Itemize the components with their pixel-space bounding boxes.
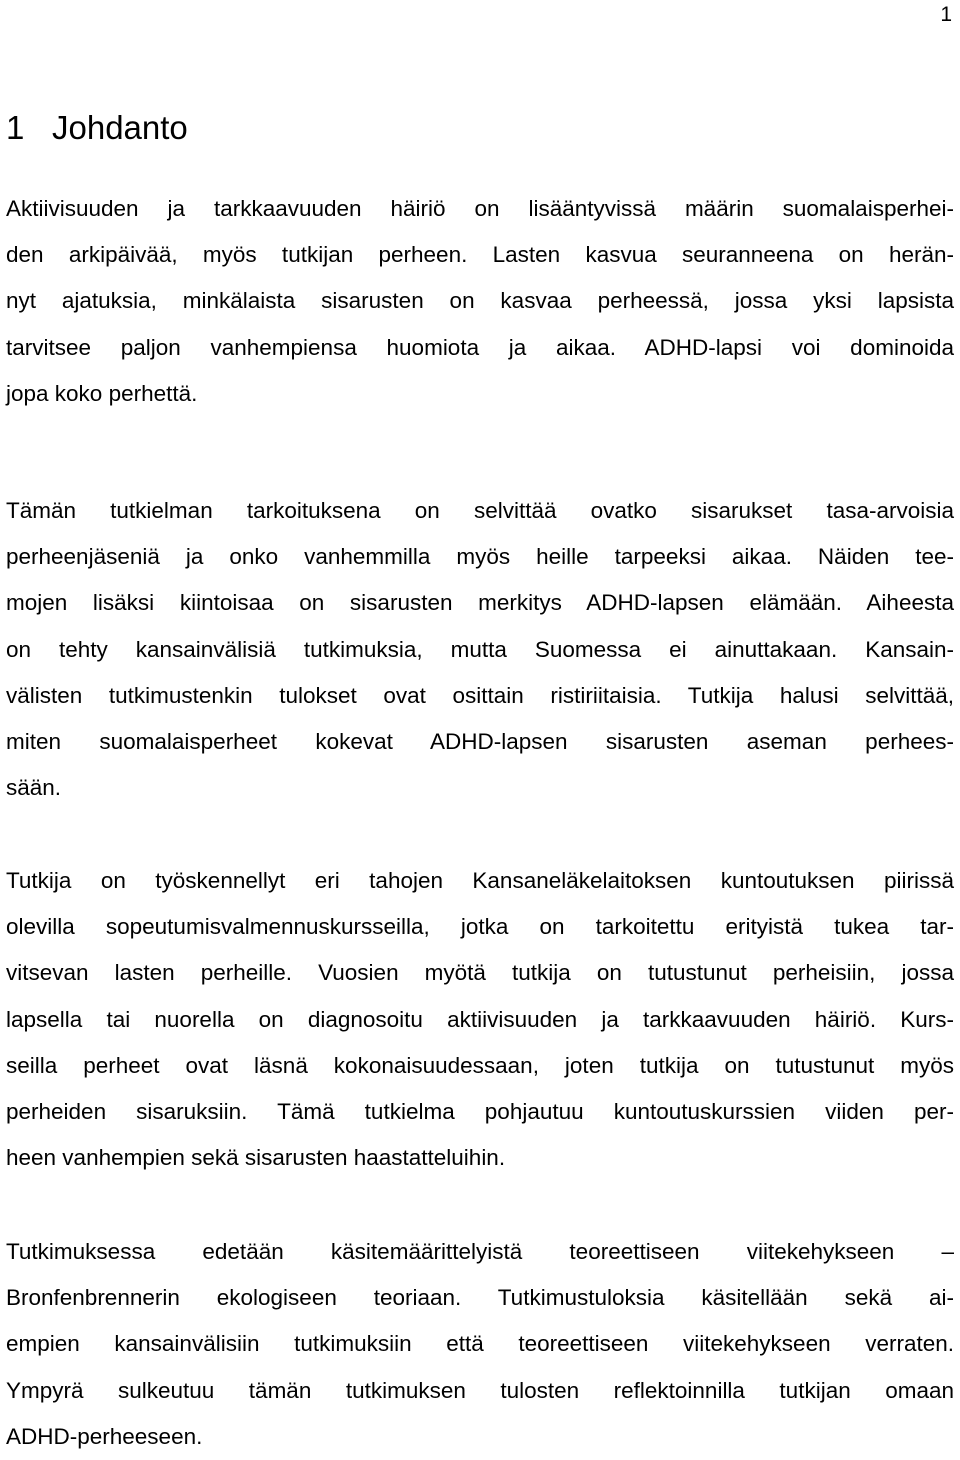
text-line: välisten tutkimustenkin tulokset ovat osittain ristiriitaisia. Tutkija halusi selvittää, — [6, 682, 954, 708]
text-line: Tämän tutkielman tarkoituksena on selvittää ovatko sisarukset tasa-arvoisia — [6, 498, 954, 523]
text-line: vitsevan lasten perheille. Vuosien myötä tutkija on tutustunut perheisiin, jossa — [6, 960, 954, 986]
text-line: perheenjäseniä ja onko vanhemmilla myös heille tarpeeksi aikaa. Näiden tee- — [6, 544, 954, 570]
text-line: seilla perheet ovat läsnä kokonaisuudessaan, joten tutkija on tutustunut myös — [6, 1052, 954, 1078]
chapter-title: Johdanto — [52, 109, 188, 146]
text-line: olevilla sopeutumisvalmennuskursseilla, jotka on tarkoitettu erityistä tukea tar- — [6, 914, 954, 940]
text-line: sään. — [6, 775, 62, 801]
text-line: lapsella tai nuorella on diagnosoitu aktiivisuuden ja tarkkaavuuden häiriö. Kurs- — [6, 1006, 954, 1032]
text-line: miten suomalaisperheet kokevat ADHD-lapsen sisarusten aseman perhees- — [6, 728, 954, 754]
text-line: on tehty kansainvälisiä tutkimuksia, mutta Suomessa ei ainuttakaan. Kansain- — [6, 636, 954, 662]
paragraph-3 — [6, 858, 954, 1181]
text-line: Bronfenbrennerin ekologiseen teoriaan. Tutkimustuloksia käsitellään sekä ai- — [6, 1285, 954, 1311]
text-line: Aktiivisuuden ja tarkkaavuuden häiriö on lisääntyvissä määrin suomalaisperhei- — [6, 196, 954, 221]
text-line: Ympyrä sulkeutuu tämän tutkimuksen tulosten reflektoinnilla tutkijan omaan — [6, 1377, 954, 1403]
text-line: Tutkimuksessa edetään käsitemäärittelyistä teoreettiseen viitekehykseen – — [6, 1239, 954, 1264]
chapter-number: 1 — [6, 109, 25, 146]
text-line: tarvitsee paljon vanhempiensa huomiota ja aikaa. ADHD-lapsi voi dominoida — [6, 334, 954, 360]
text-line: jopa koko perhettä. — [6, 380, 198, 406]
text-line: heen vanhempien sekä sisarusten haastatteluihin. — [6, 1145, 506, 1171]
text-line: nyt ajatuksia, minkälaista sisarusten on kasvaa perheessä, jossa yksi lapsista — [6, 288, 954, 314]
page-number: 1 — [940, 3, 952, 26]
chapter-heading — [6, 104, 188, 152]
text-line: perheiden sisaruksiin. Tämä tutkielma pohjautuu kuntoutuskurssien viiden per- — [6, 1098, 954, 1124]
text-line: Tutkija on työskennellyt eri tahojen Kansaneläkelaitoksen kuntoutuksen piirissä — [6, 868, 954, 893]
paragraph-4 — [6, 1229, 954, 1460]
text-line: empien kansainvälisiin tutkimuksiin että teoreettiseen viitekehykseen verraten. — [6, 1331, 954, 1357]
text-line: ADHD-perheeseen. — [6, 1423, 203, 1449]
text-line: mojen lisäksi kiintoisaa on sisarusten merkitys ADHD-lapsen elämään. Aiheesta — [6, 590, 954, 616]
paragraph-1 — [6, 186, 954, 417]
text-line: den arkipäivää, myös tutkijan perheen. Lasten kasvua seuranneena on herän- — [6, 242, 954, 268]
paragraph-2 — [6, 488, 954, 811]
